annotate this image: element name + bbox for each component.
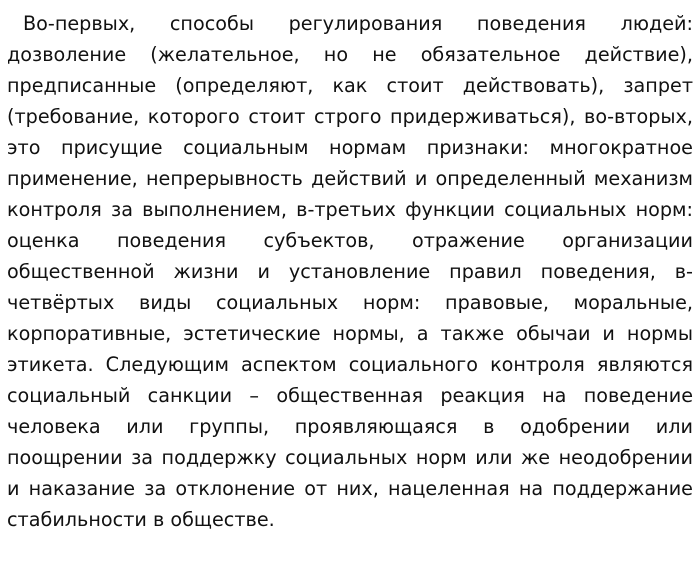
document-page (7, 8, 693, 535)
body-paragraph: Во-первых, способы регулирования поведения людей: дозволение (желательное, но не обязательное действие), предписанные (определяют, как стоит действовать), запрет (требование, которого стоит строго придерживаться), во-вторых, это присущие социальным нормам признаки: многократное применение, непрерывность действий и определенный механизм контроля за выполнением, в-третьих функции социальных норм: оценка поведения субъектов, отражение организации общественной жизни и установление правил поведения, в-четвёртых виды социальных норм: правовые, моральные, корпоративные, эстетические нормы, а также обычаи и нормы этикета. Следующим аспектом социального контроля являются социальный санкции – общественная реакция на поведение человека или группы, проявляющаяся в одобрении или поощрении за поддержку социальных норм или же неодобрении и наказание за отклонение от них, нацеленная на поддержание стабильности в обществе. (7, 12, 693, 531)
